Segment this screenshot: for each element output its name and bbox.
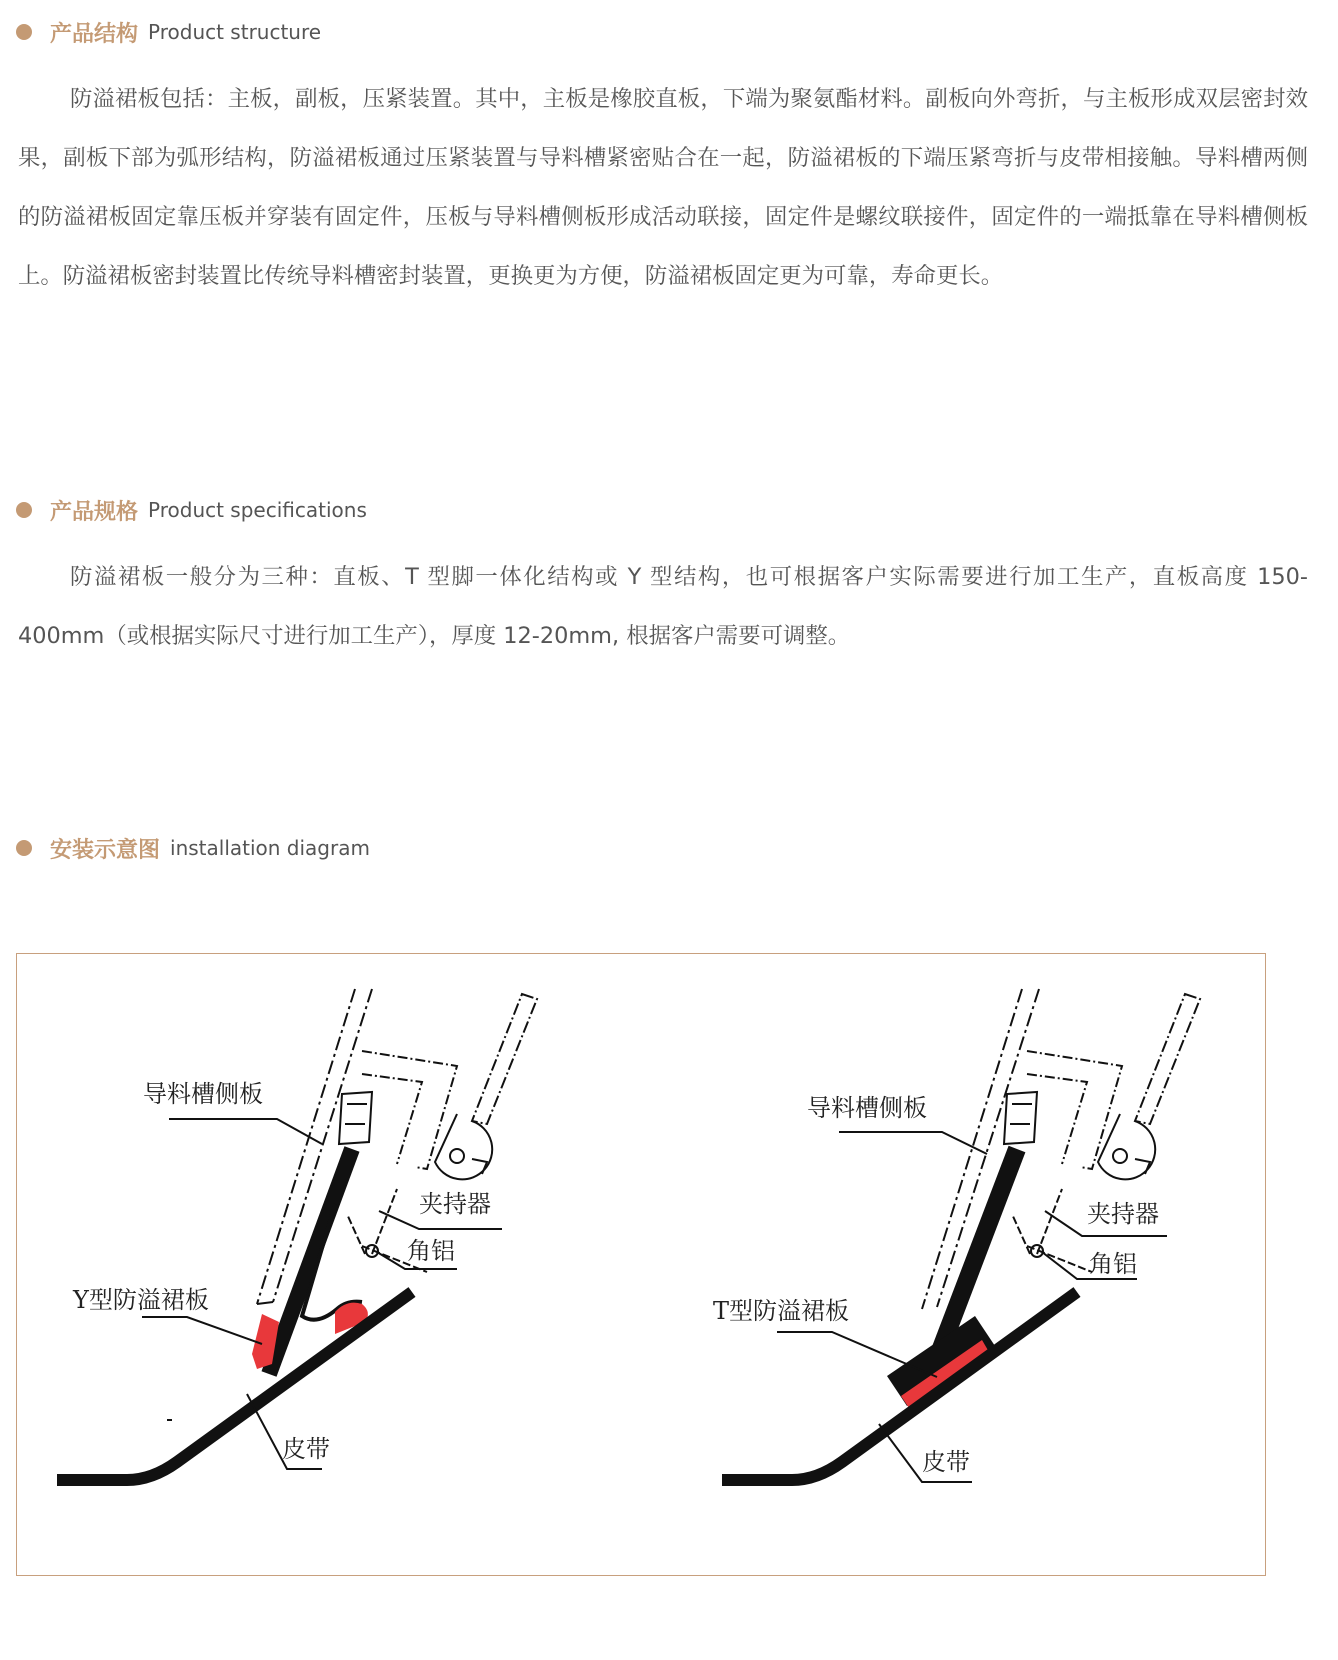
right-clamp-arm <box>1135 994 1200 1124</box>
diagram-svg <box>17 954 1266 1576</box>
right-label-skirt: T型防溢裙板 <box>713 1297 850 1325</box>
right-clamp-bracket <box>1010 1104 1032 1124</box>
section-heading-specs <box>16 490 367 530</box>
right-label-angle: 角铝 <box>1089 1250 1137 1278</box>
left-hinge-pin <box>450 1149 464 1163</box>
section-heading-install <box>16 828 370 868</box>
left-label-angle: 角铝 <box>407 1237 455 1265</box>
section-title-cn: 产品规格 <box>50 499 139 525</box>
section-title-en: Product structure <box>148 20 322 44</box>
left-clamp-bracket <box>345 1104 367 1124</box>
left-clamp-arm <box>472 994 537 1124</box>
right-side-plate-shape <box>937 989 1039 1307</box>
section-heading-structure <box>16 12 321 52</box>
specs-paragraph: 防溢裙板一般分为三种：直板、T 型脚一体化结构或 Y 型结构，也可根据客户实际需要进行加工生产，直板高度 150-400mm（或根据实际尺寸进行加工生产），厚度 12-20mm, 根据客户需要可调整。 <box>18 564 1308 649</box>
installation-diagram <box>16 953 1266 1576</box>
section-title-en: Product specifications <box>148 498 367 522</box>
left-clamp-housing <box>362 1051 457 1169</box>
right-label-side-plate: 导料槽侧板 <box>807 1094 927 1122</box>
y-type-assembly <box>57 989 537 1480</box>
left-label-clamp: 夹持器 <box>419 1190 491 1218</box>
left-clamp-bracket <box>339 1092 372 1144</box>
right-hinge-pin <box>1113 1149 1127 1163</box>
right-clamp-housing <box>1027 1051 1122 1169</box>
structure-paragraph: 防溢裙板包括：主板，副板，压紧装置。其中，主板是橡胶直板，下端为聚氨酯材料。副板向外弯折，与主板形成双层密封效果，副板下部为弧形结构，防溢裙板通过压紧装置与导料槽紧密贴合在一起，防溢裙板的下端压紧弯折与皮带相接触。导料槽两侧的防溢裙板固定靠压板并穿装有固定件，压板与导料槽侧板形成活动联接，固定件是螺纹联接件，固定件的一端抵靠在导料槽侧板上。防溢裙板密封装置比传统导料槽密封装置，更换更为方便，防溢裙板固定更为可靠，寿命更长。 <box>18 86 1308 289</box>
section-title-en: installation diagram <box>170 836 370 860</box>
left-hinge-pin <box>472 1159 487 1174</box>
bullet-dot <box>16 840 32 856</box>
left-leader-skirt <box>142 1317 262 1344</box>
bullet-dot <box>16 24 32 40</box>
left-label-side-plate: 导料槽侧板 <box>143 1080 263 1108</box>
section-title-cn: 安装示意图 <box>50 837 161 863</box>
right-label-clamp: 夹持器 <box>1087 1200 1159 1228</box>
left-label-skirt: Y型防溢裙板 <box>73 1286 209 1314</box>
right-hinge-pin <box>1135 1159 1150 1174</box>
left-side-plate-shape <box>257 1302 273 1304</box>
bullet-dot <box>16 502 32 518</box>
left-label-belt: 皮带 <box>282 1435 330 1463</box>
right-leader-side-plate <box>839 1132 987 1154</box>
right-label-belt: 皮带 <box>922 1448 970 1476</box>
left-side-plate-shape <box>273 989 372 1302</box>
t-type-assembly <box>722 989 1200 1482</box>
right-clamp-bracket <box>1004 1092 1037 1144</box>
section-title-cn: 产品结构 <box>50 21 139 47</box>
